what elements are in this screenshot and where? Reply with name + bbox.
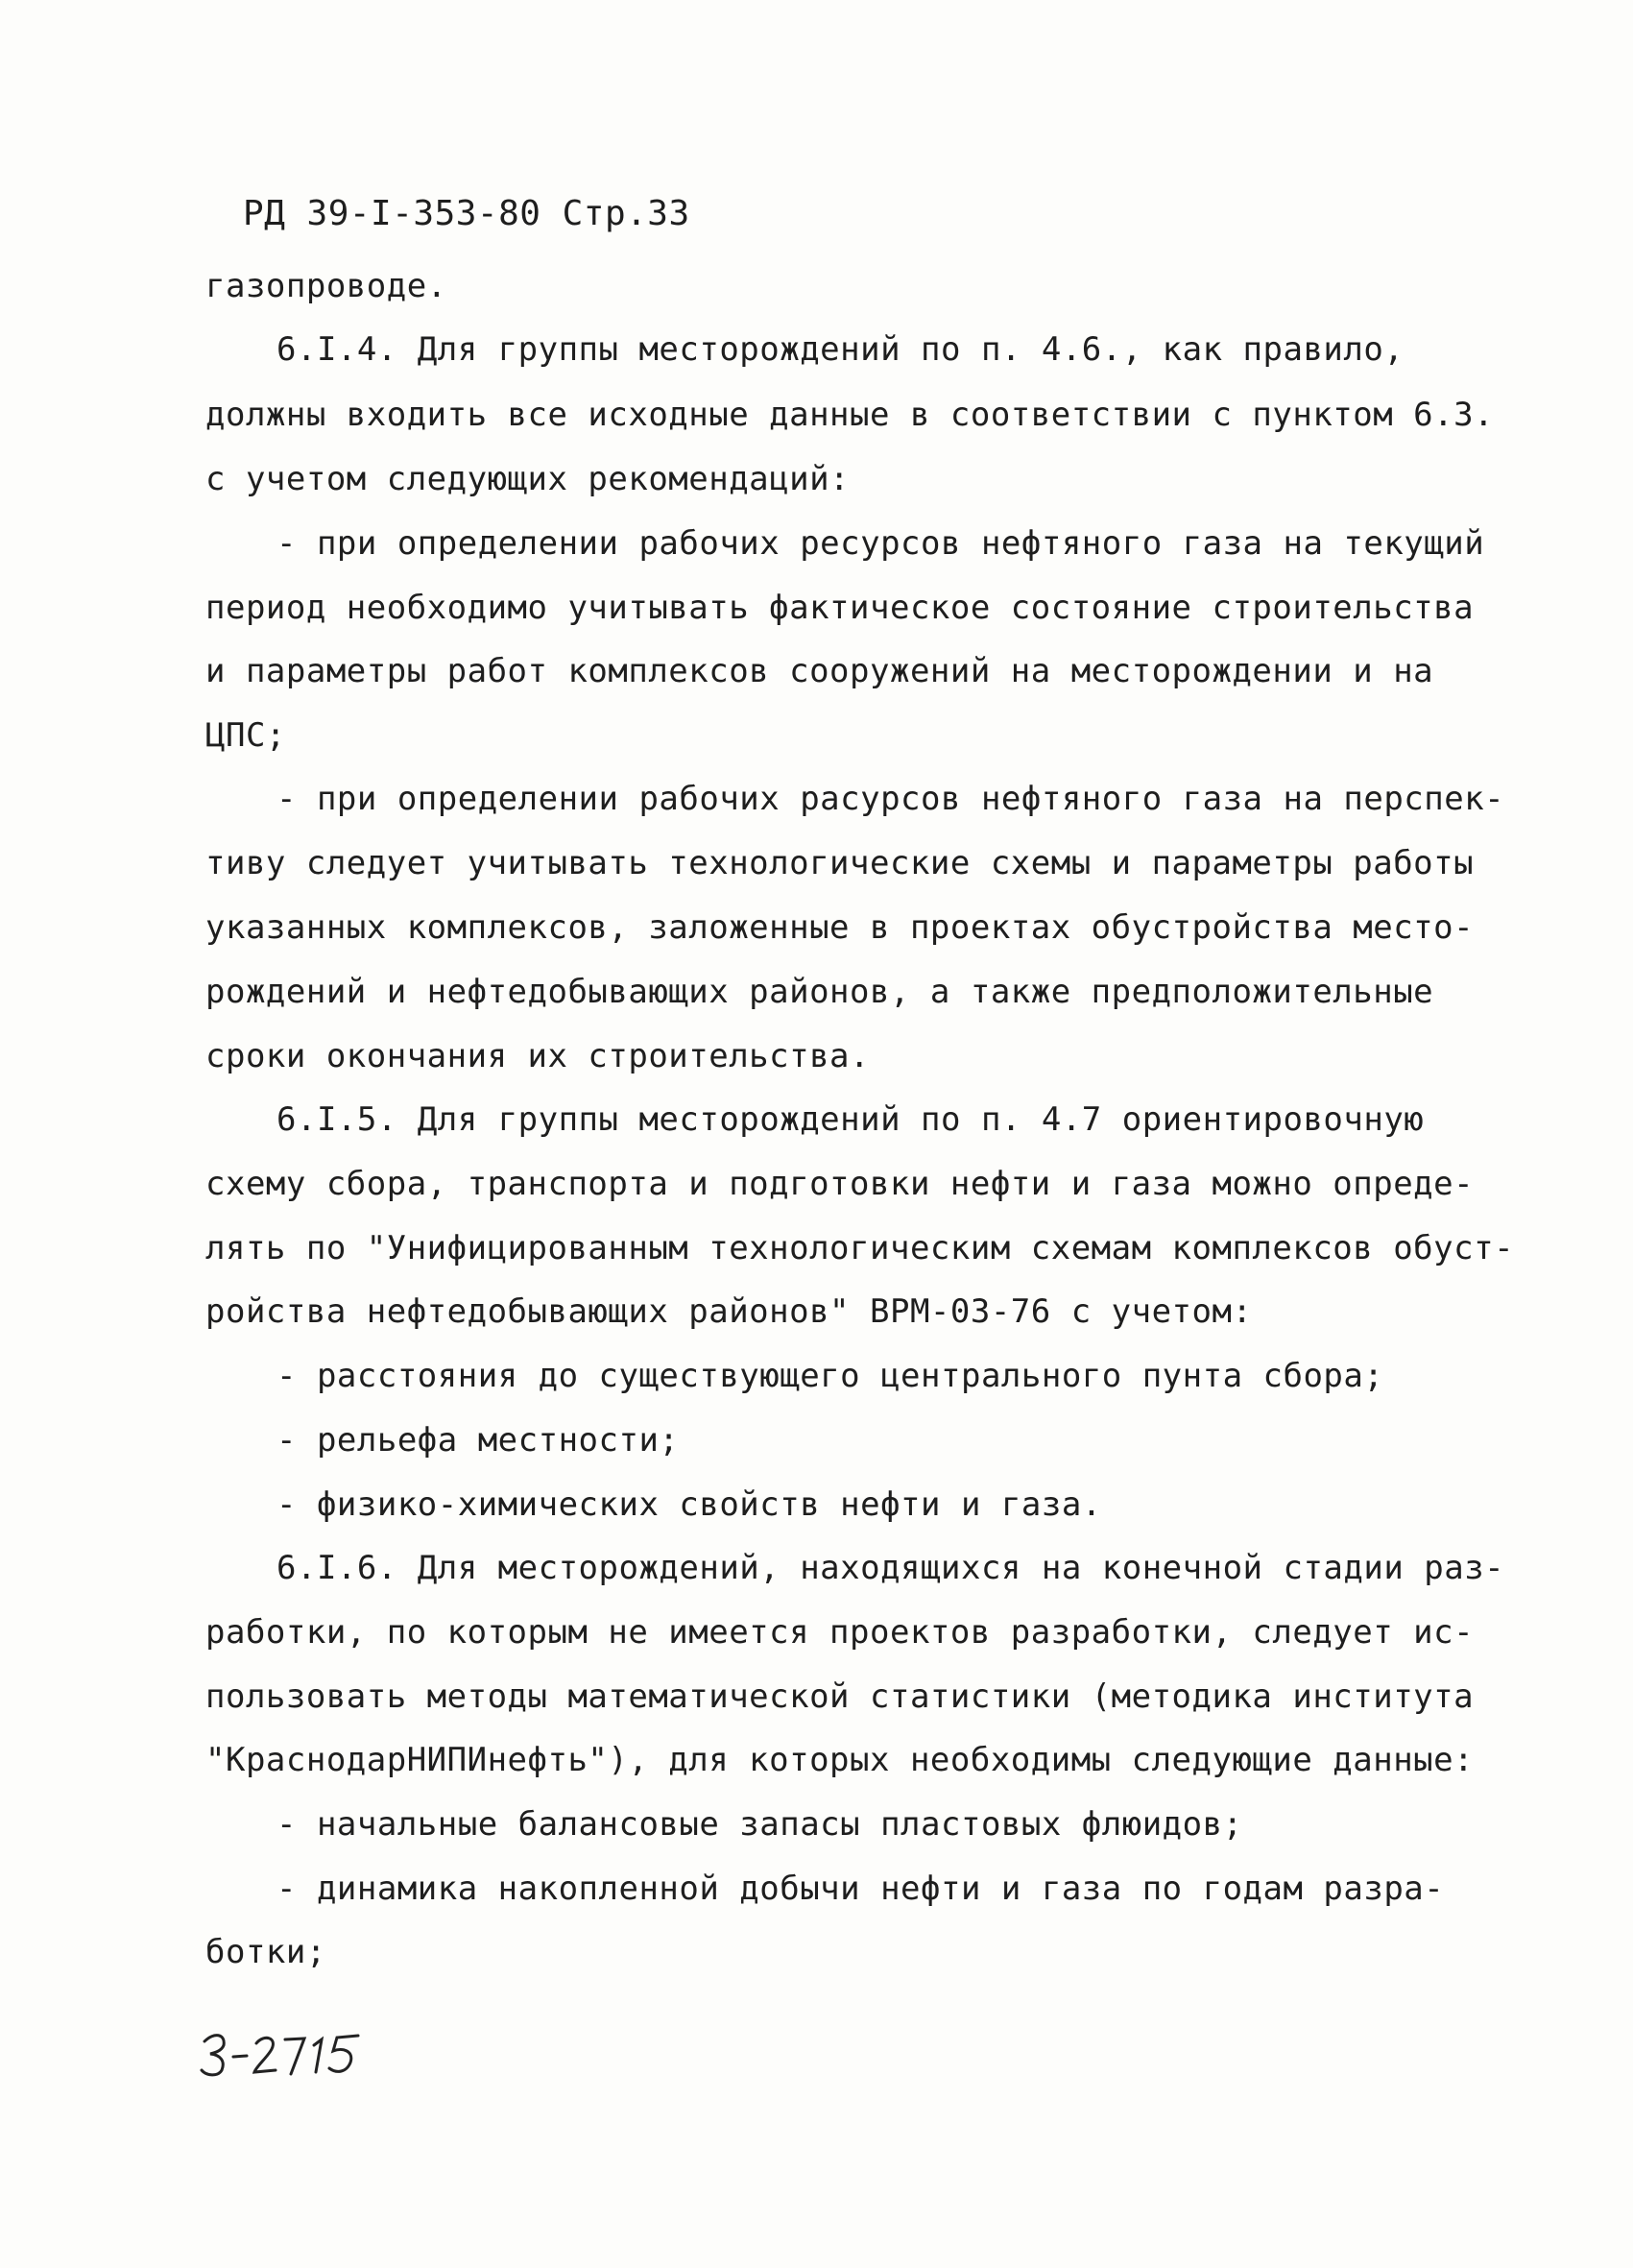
handwritten-page-mark [197, 2024, 370, 2082]
text-line: пользовать методы математической статистики (методика института [205, 1677, 1475, 1716]
text-line: - при определении рабочих ресурсов нефтяного газа на текущий [276, 524, 1485, 563]
text-line: и параметры работ комплексов сооружений на месторождении и на [205, 652, 1434, 690]
text-line: схему сбора, транспорта и подготовки нефти и газа можно опреде- [205, 1165, 1475, 1203]
text-line: - рельефа местности; [276, 1421, 680, 1460]
text-line: тиву следует учитывать технологические схемы и параметры работы [205, 844, 1475, 882]
text-line: - расстояния до существующего центрального пунта сбора; [276, 1357, 1384, 1395]
text-line: газопроводе. [205, 267, 447, 305]
text-line: 6.I.4. Для группы месторождений по п. 4.6., как правило, [276, 330, 1405, 369]
text-line: ЦПС; [205, 716, 286, 755]
text-line: - при определении рабочих расурсов нефтяного газа на перспек- [276, 780, 1505, 818]
text-line: ройства нефтедобывающих районов" ВРМ-03-76 с учетом: [205, 1292, 1253, 1331]
handwritten-mark-drawing [197, 2024, 370, 2082]
text-line: "КраснодарНИПИнефть"), для которых необходимы следующие данные: [205, 1741, 1475, 1779]
text-line: 6.I.5. Для группы месторождений по п. 4.7 ориентировочную [276, 1100, 1425, 1139]
text-line: указанных комплексов, заложенные в проектах обустройства место- [205, 908, 1475, 947]
text-line: период необходимо учитывать фактическое состояние строительства [205, 589, 1475, 627]
text-line: - начальные балансовые запасы пластовых флюидов; [276, 1805, 1243, 1844]
text-line: - динамика накопленной добычи нефти и газа по годам разра- [276, 1870, 1445, 1908]
page-header-doc-ref: РД 39-I-353-80 Стр.33 [243, 194, 690, 233]
text-line: работки, по которым не имеется проектов разработки, следует ис- [205, 1613, 1475, 1652]
text-line: должны входить все исходные данные в соответствии с пунктом 6.3. [205, 396, 1495, 434]
text-line: - физико-химических свойств нефти и газа. [276, 1485, 1102, 1524]
text-line: сроки окончания их строительства. [205, 1037, 871, 1075]
text-line: ботки; [205, 1933, 326, 1971]
text-line: лять по "Унифицированным технологическим схемам комплексов обуст- [205, 1229, 1515, 1267]
text-line: рождений и нефтедобывающих районов, а также предположительные [205, 973, 1434, 1011]
text-line: 6.I.6. Для месторождений, находящихся на конечной стадии раз- [276, 1549, 1505, 1587]
text-line: с учетом следующих рекомендаций: [205, 460, 851, 498]
